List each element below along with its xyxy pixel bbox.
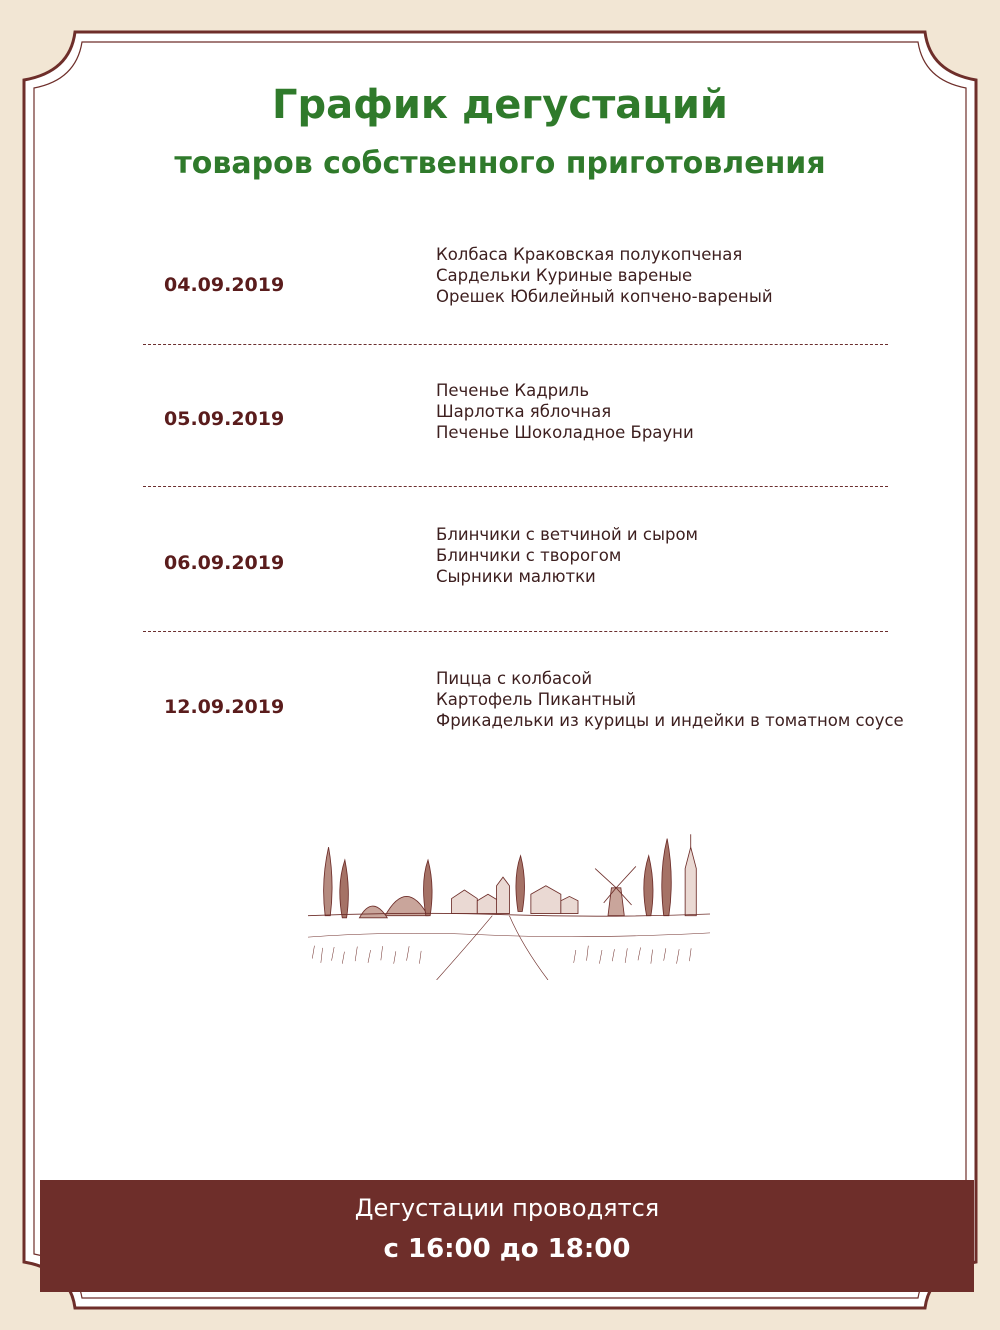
- product-item: Блинчики с ветчиной и сыром: [436, 525, 698, 544]
- tasting-date: 05.09.2019: [164, 408, 285, 430]
- product-item: Сырники малютки: [436, 567, 596, 586]
- product-item: Печенье Шоколадное Брауни: [436, 423, 694, 442]
- product-list: [436, 244, 773, 307]
- product-list: [436, 524, 698, 587]
- dashed-divider: [143, 631, 888, 632]
- page-title: График дегустаций: [272, 82, 728, 128]
- product-item: Колбаса Краковская полукопченая: [436, 245, 743, 264]
- tasting-date: 04.09.2019: [164, 274, 285, 296]
- product-item: Картофель Пикантный: [436, 690, 636, 709]
- dashed-divider: [143, 486, 888, 487]
- dashed-divider: [143, 344, 888, 345]
- tasting-hours-label: Дегустации проводятся: [354, 1194, 660, 1222]
- product-list: [436, 668, 904, 731]
- tasting-hours-time: с 16:00 до 18:00: [383, 1234, 631, 1264]
- product-item: Печенье Кадриль: [436, 381, 590, 400]
- product-item: Орешек Юбилейный копчено-вареный: [436, 287, 773, 306]
- tasting-date: 06.09.2019: [164, 552, 285, 574]
- product-item: Фрикадельки из курицы и индейки в томатном соусе: [436, 711, 904, 730]
- page-subtitle: товаров собственного приготовления: [174, 146, 826, 181]
- product-list: [436, 380, 694, 443]
- product-item: Сардельки Куриные вареные: [436, 266, 693, 285]
- tasting-hours-banner: [40, 1180, 974, 1292]
- product-item: Пицца с колбасой: [436, 669, 593, 688]
- village-landscape-illustration: [40, 830, 978, 980]
- product-item: Шарлотка яблочная: [436, 402, 612, 421]
- product-item: Блинчики с творогом: [436, 546, 622, 565]
- tasting-date: 12.09.2019: [164, 696, 285, 718]
